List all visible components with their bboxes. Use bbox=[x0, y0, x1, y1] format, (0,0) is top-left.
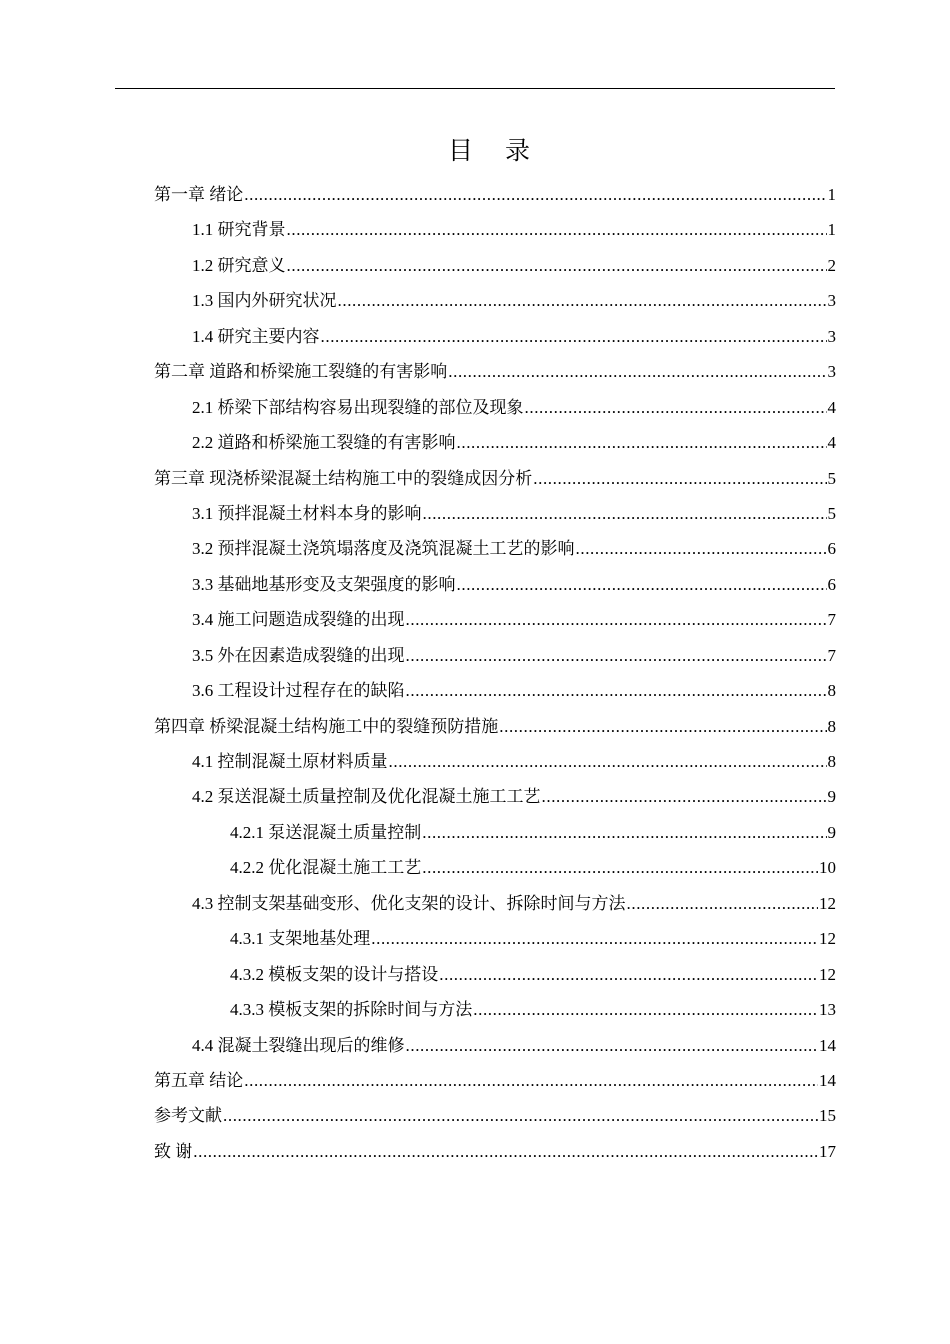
toc-entry[interactable] bbox=[154, 602, 836, 637]
toc-entry-page: 12 bbox=[819, 929, 836, 949]
dot-leader bbox=[533, 461, 826, 496]
toc-entry-text: 参考文献 bbox=[154, 1106, 222, 1126]
dot-leader bbox=[473, 992, 818, 1027]
toc-entry[interactable] bbox=[154, 709, 836, 744]
dot-leader bbox=[223, 1098, 818, 1133]
dot-leader bbox=[338, 283, 827, 318]
toc-entry-text: 2.1 桥梁下部结构容易出现裂缝的部位及现象 bbox=[192, 397, 524, 417]
toc-entry-text: 3.3 基础地基形变及支架强度的影响 bbox=[192, 574, 456, 594]
dot-leader bbox=[244, 1063, 818, 1098]
dot-leader bbox=[422, 815, 826, 850]
toc-entry[interactable] bbox=[154, 744, 836, 779]
toc-entry-text: 4.2.2 优化混凝土施工工艺 bbox=[230, 858, 422, 878]
dot-leader bbox=[525, 390, 827, 425]
toc-entry[interactable] bbox=[154, 779, 836, 814]
toc-entry-text: 4.3.1 支架地基处理 bbox=[230, 929, 371, 949]
dot-leader bbox=[542, 779, 827, 814]
toc-entry-page: 8 bbox=[827, 752, 836, 771]
dot-leader bbox=[423, 496, 827, 531]
toc-entry-page: 1 bbox=[827, 220, 836, 240]
dot-leader bbox=[287, 248, 827, 283]
toc-entry-text: 1.1 研究背景 bbox=[192, 220, 286, 240]
toc-list bbox=[154, 177, 836, 1169]
toc-entry[interactable] bbox=[154, 531, 836, 566]
toc-entry[interactable] bbox=[154, 354, 836, 389]
toc-entry-text: 第四章 桥梁混凝土结构施工中的裂缝预防措施 bbox=[154, 716, 499, 736]
toc-entry-page: 3 bbox=[827, 326, 836, 346]
toc-entry[interactable] bbox=[154, 992, 836, 1027]
toc-entry-page: 2 bbox=[827, 255, 836, 275]
toc-entry-text: 4.3.2 模板支架的设计与搭设 bbox=[230, 964, 439, 984]
toc-entry-page: 5 bbox=[827, 468, 836, 488]
dot-leader bbox=[422, 850, 818, 885]
dot-leader bbox=[576, 531, 827, 566]
toc-entry-text: 4.2 泵送混凝土质量控制及优化混凝土施工工艺 bbox=[192, 787, 541, 807]
toc-entry[interactable] bbox=[154, 850, 836, 885]
dot-leader bbox=[457, 425, 827, 460]
dot-leader bbox=[406, 1028, 819, 1063]
toc-entry-text: 4.1 控制混凝土原材料质量 bbox=[192, 752, 388, 771]
toc-entry[interactable] bbox=[154, 177, 836, 212]
toc-entry-text: 3.2 预拌混凝土浇筑塌落度及浇筑混凝土工艺的影响 bbox=[192, 539, 575, 559]
toc-entry-text: 1.3 国内外研究状况 bbox=[192, 291, 337, 311]
toc-entry-text: 1.4 研究主要内容 bbox=[192, 326, 320, 346]
toc-entry[interactable] bbox=[154, 496, 836, 531]
toc-entry-text: 致 谢 bbox=[154, 1141, 193, 1161]
toc-entry[interactable] bbox=[154, 638, 836, 673]
dot-leader bbox=[244, 177, 826, 212]
toc-entry-page: 13 bbox=[819, 1000, 836, 1020]
toc-entry-page: 4 bbox=[827, 397, 836, 417]
toc-entry-page: 9 bbox=[827, 822, 836, 842]
toc-entry-page: 8 bbox=[827, 716, 836, 736]
toc-entry-text: 2.2 道路和桥梁施工裂缝的有害影响 bbox=[192, 433, 456, 453]
dot-leader bbox=[389, 744, 827, 779]
toc-entry-page: 6 bbox=[827, 574, 836, 594]
toc-entry-page: 7 bbox=[827, 645, 836, 665]
toc-entry[interactable] bbox=[154, 1028, 836, 1063]
toc-entry-text: 3.4 施工问题造成裂缝的出现 bbox=[192, 610, 405, 630]
toc-entry[interactable] bbox=[154, 815, 836, 850]
toc-entry-page: 15 bbox=[819, 1106, 836, 1126]
dot-leader bbox=[448, 354, 826, 389]
dot-leader bbox=[406, 638, 827, 673]
toc-entry-text: 第二章 道路和桥梁施工裂缝的有害影响 bbox=[154, 362, 448, 382]
toc-entry[interactable] bbox=[154, 1134, 836, 1169]
toc-entry[interactable] bbox=[154, 1063, 836, 1098]
toc-entry[interactable] bbox=[154, 461, 836, 496]
toc-entry[interactable] bbox=[154, 212, 836, 247]
toc-entry-page: 3 bbox=[827, 362, 836, 382]
toc-entry[interactable] bbox=[154, 390, 836, 425]
toc-entry-page: 12 bbox=[819, 964, 836, 984]
toc-entry-page: 3 bbox=[827, 291, 836, 311]
toc-entry-text: 第三章 现浇桥梁混凝土结构施工中的裂缝成因分析 bbox=[154, 468, 533, 488]
toc-entry-page: 4 bbox=[827, 433, 836, 453]
toc-entry[interactable] bbox=[154, 673, 836, 708]
toc-entry[interactable] bbox=[154, 886, 836, 921]
dot-leader bbox=[439, 957, 818, 992]
toc-entry-text: 第一章 绪论 bbox=[154, 185, 244, 204]
dot-leader bbox=[406, 602, 827, 637]
toc-entry-text: 3.1 预拌混凝土材料本身的影响 bbox=[192, 503, 422, 523]
toc-entry-page: 10 bbox=[819, 858, 836, 878]
toc-entry-text: 4.3 控制支架基础变形、优化支架的设计、拆除时间与方法 bbox=[192, 893, 626, 913]
toc-entry-page: 17 bbox=[819, 1141, 836, 1161]
toc-entry-page: 8 bbox=[827, 681, 836, 701]
toc-entry[interactable] bbox=[154, 248, 836, 283]
toc-entry-page: 14 bbox=[819, 1035, 836, 1055]
toc-entry-page: 1 bbox=[827, 185, 836, 204]
toc-entry-text: 第五章 结论 bbox=[154, 1070, 244, 1090]
dot-leader bbox=[371, 921, 818, 956]
toc-entry-text: 4.2.1 泵送混凝土质量控制 bbox=[230, 822, 422, 842]
dot-leader bbox=[193, 1134, 818, 1169]
toc-entry-text: 1.2 研究意义 bbox=[192, 255, 286, 275]
toc-entry[interactable] bbox=[154, 921, 836, 956]
toc-entry-text: 4.3.3 模板支架的拆除时间与方法 bbox=[230, 1000, 473, 1020]
toc-entry[interactable] bbox=[154, 1098, 836, 1133]
toc-entry[interactable] bbox=[154, 567, 836, 602]
toc-entry-text: 3.6 工程设计过程存在的缺陷 bbox=[192, 681, 405, 701]
toc-entry-page: 14 bbox=[819, 1070, 836, 1090]
toc-entry-text: 3.5 外在因素造成裂缝的出现 bbox=[192, 645, 405, 665]
dot-leader bbox=[406, 673, 827, 708]
toc-entry[interactable] bbox=[154, 425, 836, 460]
toc-entry-page: 12 bbox=[819, 893, 836, 913]
dot-leader bbox=[287, 212, 827, 247]
toc-entry-page: 7 bbox=[827, 610, 836, 630]
dot-leader bbox=[627, 886, 819, 921]
toc-entry-text: 4.4 混凝土裂缝出现后的维修 bbox=[192, 1035, 405, 1055]
toc-entry-page: 9 bbox=[827, 787, 836, 807]
toc-entry-page: 6 bbox=[827, 539, 836, 559]
dot-leader bbox=[321, 319, 827, 354]
dot-leader bbox=[457, 567, 827, 602]
toc-title: 目 录 bbox=[448, 136, 542, 165]
toc-entry[interactable] bbox=[154, 283, 836, 318]
toc-entry-page: 5 bbox=[827, 503, 836, 523]
toc-entry[interactable] bbox=[154, 319, 836, 354]
dot-leader bbox=[499, 709, 826, 744]
header-rule bbox=[115, 88, 835, 89]
toc-entry[interactable] bbox=[154, 957, 836, 992]
